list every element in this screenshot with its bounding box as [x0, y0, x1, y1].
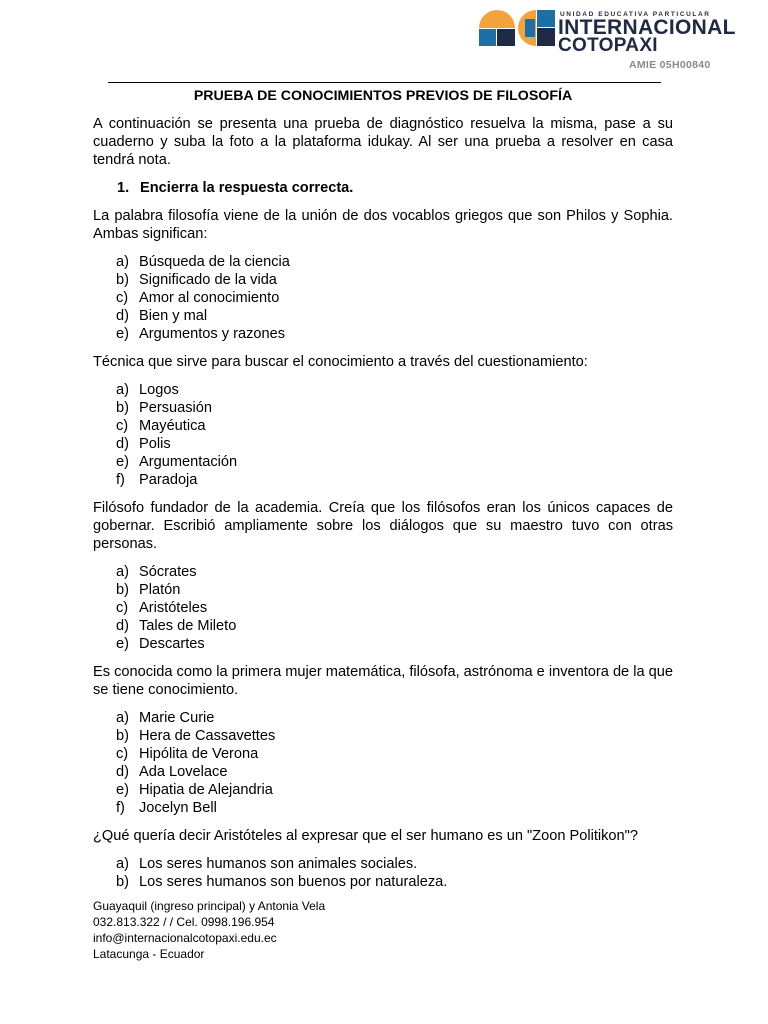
logo-tagline: UNIDAD EDUCATIVA PARTICULAR: [560, 11, 711, 18]
option-item: [116, 417, 673, 435]
option-letter: f): [116, 800, 125, 816]
question-text: Técnica que sirve para buscar el conocimiento a través del cuestionamiento:: [93, 354, 588, 370]
option-item: [116, 307, 673, 325]
option-letter: d): [116, 764, 129, 780]
option-item: [116, 563, 673, 581]
footer-city: Latacunga - Ecuador: [93, 947, 205, 961]
option-letter: d): [116, 436, 129, 452]
option-item: [116, 253, 673, 271]
option-letter: d): [116, 618, 129, 634]
option-item: [116, 381, 673, 399]
document-body: [93, 87, 673, 901]
option-text: Sócrates: [139, 564, 197, 580]
option-text: Bien y mal: [139, 308, 208, 324]
footer-address: Guayaquil (ingreso principal) y Antonia Vela: [93, 899, 326, 913]
section-number: 1.: [117, 180, 130, 196]
option-letter: a): [116, 564, 129, 580]
option-letter: c): [116, 290, 129, 306]
option-letter: f): [116, 472, 125, 488]
option-letter: c): [116, 418, 129, 434]
option-letter: e): [116, 636, 129, 652]
option-letter: a): [116, 856, 129, 872]
option-letter: b): [116, 874, 129, 890]
option-item: [116, 399, 673, 417]
logo-name-line2: COTOPAXI: [558, 35, 658, 56]
option-item: [116, 709, 673, 727]
option-item: [116, 617, 673, 635]
page-title: PRUEBA DE CONOCIMIENTOS PREVIOS DE FILOSOFÍA: [193, 88, 573, 104]
option-letter: e): [116, 326, 129, 342]
option-text: Persuasión: [139, 400, 213, 416]
option-item: [116, 581, 673, 599]
footer-phone: 032.813.322 / / Cel. 0998.196.954: [93, 915, 275, 929]
option-text: Significado de la vida: [139, 272, 277, 288]
options-list: [93, 709, 673, 817]
option-text: Aristóteles: [139, 600, 208, 616]
option-letter: d): [116, 308, 129, 324]
option-item: [116, 763, 673, 781]
option-text: Marie Curie: [139, 710, 215, 726]
option-text: Hera de Cassavettes: [139, 728, 276, 744]
question-text: ¿Qué quería decir Aristóteles al expresar que el ser humano es un "Zoon Politikon"?: [93, 828, 638, 844]
section-title: Encierra la respuesta correcta.: [140, 180, 354, 196]
intro-paragraph: A continuación se presenta una prueba de diagnóstico resuelva la misma, pase a su cuaderno y suba la foto a la plataforma idukay. Al ser una prueba a resolver en casa tendrá nota.: [93, 116, 673, 168]
option-text: Mayéutica: [139, 418, 206, 434]
option-text: Ada Lovelace: [139, 764, 228, 780]
option-item: [116, 873, 673, 891]
logo-mark-icon: [478, 9, 556, 47]
options-list: [93, 253, 673, 343]
school-logo: [478, 9, 736, 56]
logo-name-line1: INTERNACIONAL: [558, 16, 736, 39]
option-item: [116, 435, 673, 453]
option-item: [116, 799, 673, 817]
option-text: Paradoja: [139, 472, 198, 488]
option-letter: a): [116, 382, 129, 398]
option-letter: e): [116, 454, 129, 470]
question-text: Filósofo fundador de la academia. Creía que los filósofos eran los únicos capaces de gobernar. Escribió ampliamente sobre los diálogos que su maestro tuvo con otras personas.: [93, 500, 673, 552]
option-text: Los seres humanos son buenos por naturaleza.: [139, 874, 448, 890]
amie-code: AMIE 05H00840: [629, 59, 711, 71]
footer-contact: [93, 898, 325, 962]
option-item: [116, 289, 673, 307]
option-item: [116, 599, 673, 617]
option-text: Hipatia de Alejandria: [139, 782, 273, 798]
option-letter: a): [116, 710, 129, 726]
option-text: Jocelyn Bell: [139, 800, 217, 816]
option-letter: e): [116, 782, 129, 798]
section-heading: [93, 179, 673, 197]
option-text: Descartes: [139, 636, 205, 652]
option-letter: a): [116, 254, 129, 270]
option-text: Argumentación: [139, 454, 238, 470]
option-item: [116, 635, 673, 653]
option-letter: c): [116, 600, 129, 616]
option-item: [116, 781, 673, 799]
header-divider: [108, 82, 661, 83]
option-text: Tales de Mileto: [139, 618, 237, 634]
option-letter: b): [116, 728, 129, 744]
option-letter: b): [116, 272, 129, 288]
option-text: Platón: [139, 582, 181, 598]
option-item: [116, 271, 673, 289]
footer-email: info@internacionalcotopaxi.edu.ec: [93, 931, 277, 945]
option-item: [116, 855, 673, 873]
option-item: [116, 453, 673, 471]
option-item: [116, 727, 673, 745]
option-text: Hipólita de Verona: [139, 746, 259, 762]
option-text: Búsqueda de la ciencia: [139, 254, 290, 270]
option-text: Los seres humanos son animales sociales.: [139, 856, 418, 872]
option-text: Logos: [139, 382, 179, 398]
option-letter: b): [116, 400, 129, 416]
option-text: Argumentos y razones: [139, 326, 286, 342]
question-text: La palabra filosofía viene de la unión de dos vocablos griegos que son Philos y Sophia. Ambas significan:: [93, 208, 673, 242]
options-list: [93, 381, 673, 489]
option-item: [116, 325, 673, 343]
options-list: [93, 563, 673, 653]
option-text: Polis: [139, 436, 171, 452]
option-item: [116, 471, 673, 489]
option-text: Amor al conocimiento: [139, 290, 280, 306]
option-item: [116, 745, 673, 763]
option-letter: c): [116, 746, 129, 762]
question-text: Es conocida como la primera mujer matemática, filósofa, astrónoma e inventora de la que se tiene conocimiento.: [93, 664, 673, 698]
options-list: [93, 855, 673, 891]
option-letter: b): [116, 582, 129, 598]
